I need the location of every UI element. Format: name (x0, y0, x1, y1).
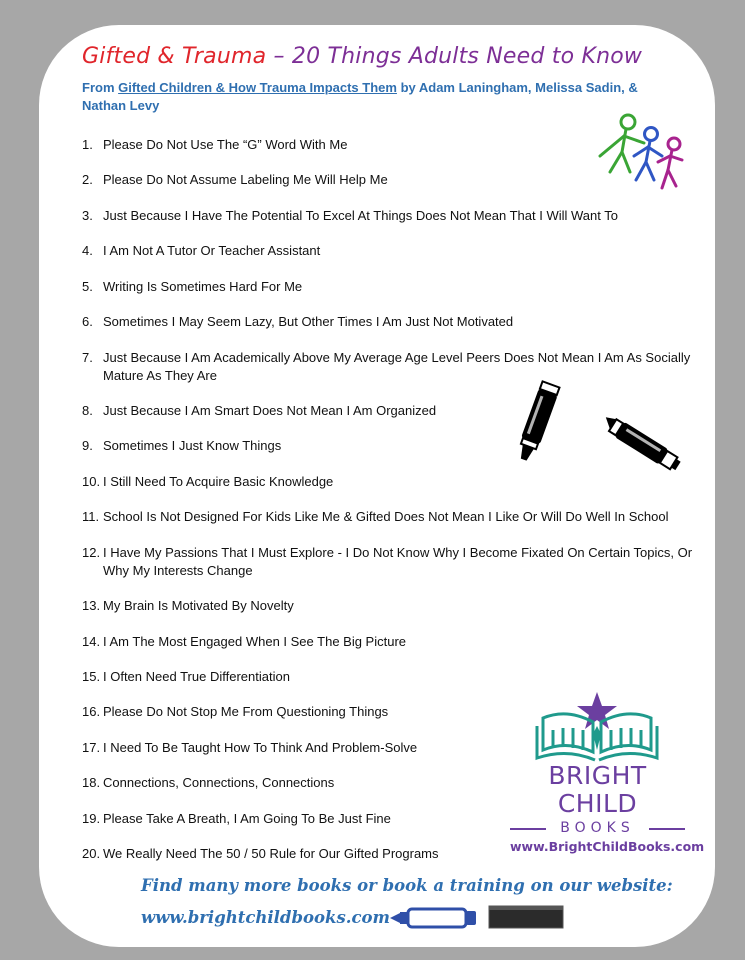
list-item-text: Please Do Not Use The “G” Word With Me (103, 137, 348, 152)
footer-line: Find many more books or book a training on our website: (141, 876, 673, 895)
list-item-number: 11. (82, 509, 100, 524)
bright-child-books-logo-icon (535, 690, 659, 764)
list-item-text: Just Because I Am Smart Does Not Mean I Am Organized (103, 403, 437, 418)
list-item-text: School Is Not Designed For Kids Like Me & Gifted Does Not Mean I Like Or Will Do Well In School (103, 509, 669, 524)
list-item-text: Just Because I Am Academically Above My Average Age Level Peers Does Not Mean I Am As Socially Mature As They Are (103, 350, 691, 383)
logo-text (510, 761, 705, 856)
list-item-number: 9. (82, 438, 93, 453)
citation-prefix: From (82, 80, 119, 95)
list-item-number: 15. (82, 669, 101, 684)
list-item-number: 8. (82, 403, 93, 418)
list-item-text: I Have My Passions That I Must Explore - I Do Not Know Why I Become Fixated On Certain Topics, Or Why My Interests Change (103, 545, 693, 578)
list-item-text: Please Do Not Assume Labeling Me Will Help Me (103, 172, 388, 187)
list-item-number: 7. (82, 350, 93, 365)
list-item-number: 12. (82, 545, 101, 560)
list-item-text: Please Take A Breath, I Am Going To Be Just Fine (103, 811, 391, 826)
marker-left-icon (505, 378, 569, 468)
title-part1: Gifted & Trauma (82, 44, 267, 69)
logo-subname: BOOKS (510, 818, 685, 838)
stick-figures-icon (592, 110, 687, 192)
list-item-text: We Really Need The 50 / 50 Rule for Our Gifted Programs (103, 846, 439, 861)
list-item-text: Please Do Not Stop Me From Questioning Things (103, 704, 389, 719)
list-item-text: Sometimes I May Seem Lazy, But Other Times I Am Just Not Motivated (103, 314, 514, 329)
footer-website-link[interactable]: www.brightchildbooks.com (141, 908, 390, 927)
list-item-number: 14. (82, 634, 101, 649)
list-item-text: I Still Need To Acquire Basic Knowledge (103, 474, 334, 489)
logo-name: BRIGHT CHILD (548, 761, 647, 818)
list-item-number: 4. (82, 243, 93, 258)
citation-authors: by Adam Laningham, Melissa Sadin, & Nathan Levy (82, 80, 638, 113)
footer-marker-icon (388, 905, 480, 931)
list-item-text: Just Because I Have The Potential To Excel At Things Does Not Mean That I Will Want To (103, 208, 618, 223)
list-item-text: I Often Need True Differentiation (103, 669, 290, 684)
book-title-link[interactable]: Gifted Children & How Trauma Impacts Them (118, 80, 397, 95)
title-part2: – 20 Things Adults Need to Know (266, 44, 643, 69)
page-title (82, 44, 642, 69)
list-item-number: 6. (82, 314, 93, 329)
list-item-text: Writing Is Sometimes Hard For Me (103, 279, 303, 294)
list-item-number: 1. (82, 137, 93, 152)
footer-eraser-icon (488, 905, 564, 929)
list-item-number: 5. (82, 279, 93, 294)
list-item-number: 19. (82, 811, 101, 826)
list-item-number: 10. (82, 474, 101, 489)
list-item-text: My Brain Is Motivated By Novelty (103, 598, 294, 613)
list-item-number: 16. (82, 704, 101, 719)
list-item-text: Connections, Connections, Connections (103, 775, 335, 790)
list-item-number: 18. (82, 775, 101, 790)
list-item-number: 2. (82, 172, 93, 187)
list-item-text: I Need To Be Taught How To Think And Problem-Solve (103, 740, 418, 755)
logo-url[interactable]: www.BrightChildBooks.com (510, 839, 705, 854)
list-item-number: 3. (82, 208, 93, 223)
list-item-number: 13. (82, 598, 101, 613)
marker-right-icon (595, 414, 687, 474)
list-item-text: I Am Not A Tutor Or Teacher Assistant (103, 243, 321, 258)
list-item-text: Sometimes I Just Know Things (103, 438, 282, 453)
list-item-number: 20. (82, 846, 101, 861)
list-item-text: I Am The Most Engaged When I See The Big Picture (103, 634, 407, 649)
list-item-number: 17. (82, 740, 101, 755)
